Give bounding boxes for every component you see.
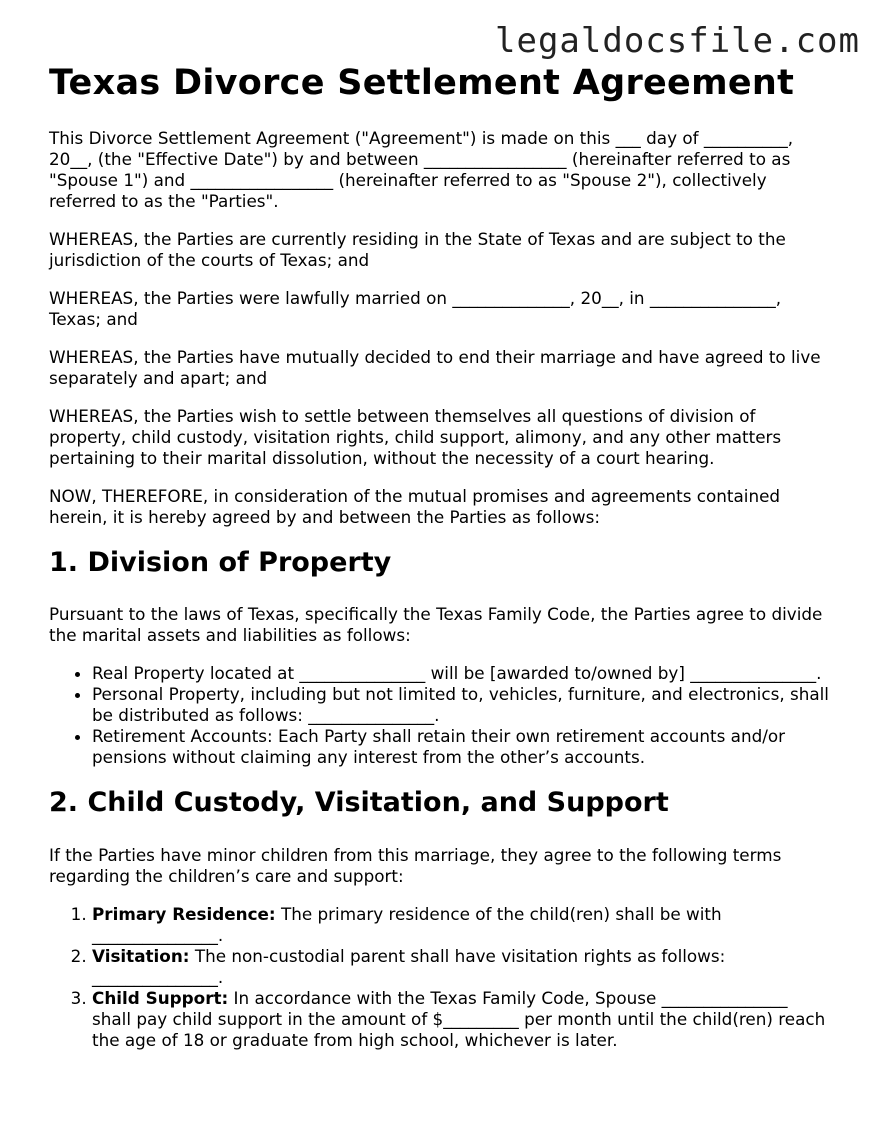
custody-list [49, 904, 829, 1051]
section-heading-custody: 2. Child Custody, Visitation, and Support [49, 787, 669, 819]
property-intro: Pursuant to the laws of Texas, specifically the Texas Family Code, the Parties agree to divide the marital assets and liabilities as follows: [49, 604, 823, 646]
custody-intro: If the Parties have minor children from this marriage, they agree to the following terms regarding the children’s care and support: [49, 844, 782, 886]
whereas-settlement: WHEREAS, the Parties wish to settle between themselves all questions of division of property, child custody, visitation rights, child support, alimony, and any other matters pertaining to their marital dissolution, without the necessity of a court hearing. [49, 406, 782, 468]
property-list [49, 663, 829, 768]
item-text: The primary residence of the child(ren) shall be with _______________. [92, 903, 722, 945]
intro-paragraph: This Divorce Settlement Agreement ("Agreement") is made on this ___ day of __________, 20__, (the "Effective Date") by and between _________________ (hereinafter referred to as "Spouse 1") and _________________ (hereinafter referred to as "Spouse 2"), collectively referred to as the "Parties". [49, 128, 794, 211]
item-text: In accordance with the Texas Family Code, Spouse _______________ shall pay child support in the amount of $_________ per month until the child(ren) reach the age of 18 or graduate from high school, whichever is later. [92, 987, 826, 1050]
list-item: • Personal Property, including but not limited to, vehicles, furniture, and electronics, shall be distributed as follows: _______________. [92, 684, 829, 726]
whereas-separation: WHEREAS, the Parties have mutually decided to end their marriage and have agreed to live separately and apart; and [49, 347, 821, 388]
list-item [92, 988, 829, 1051]
whereas-residency: WHEREAS, the Parties are currently residing in the State of Texas and are subject to the jurisdiction of the courts of Texas; and [49, 229, 786, 270]
list-item: • Real Property located at _______________ will be [awarded to/owned by] _______________. [92, 663, 829, 684]
list-item: • Retirement Accounts: Each Party shall retain their own retirement accounts and/or pensions without claiming any interest from the other’s accounts. [92, 726, 829, 768]
item-label: Primary Residence: [92, 903, 276, 924]
whereas-marriage: WHEREAS, the Parties were lawfully married on ______________, 20__, in _______________, Texas; and [49, 288, 782, 329]
document-body [49, 62, 829, 1068]
document-title: Texas Divorce Settlement Agreement [49, 63, 795, 103]
section-heading-property: 1. Division of Property [49, 547, 392, 578]
item-label: Child Support: [92, 987, 229, 1008]
list-item [92, 904, 829, 946]
watermark: legaldocsfile.com [495, 21, 860, 61]
item-text: The non-custodial parent shall have visitation rights as follows: _______________. [92, 945, 726, 987]
now-therefore: NOW, THEREFORE, in consideration of the mutual promises and agreements contained herein, it is hereby agreed by and between the Parties as follows: [49, 486, 781, 527]
list-item [92, 946, 829, 988]
item-label: Visitation: [92, 945, 190, 966]
